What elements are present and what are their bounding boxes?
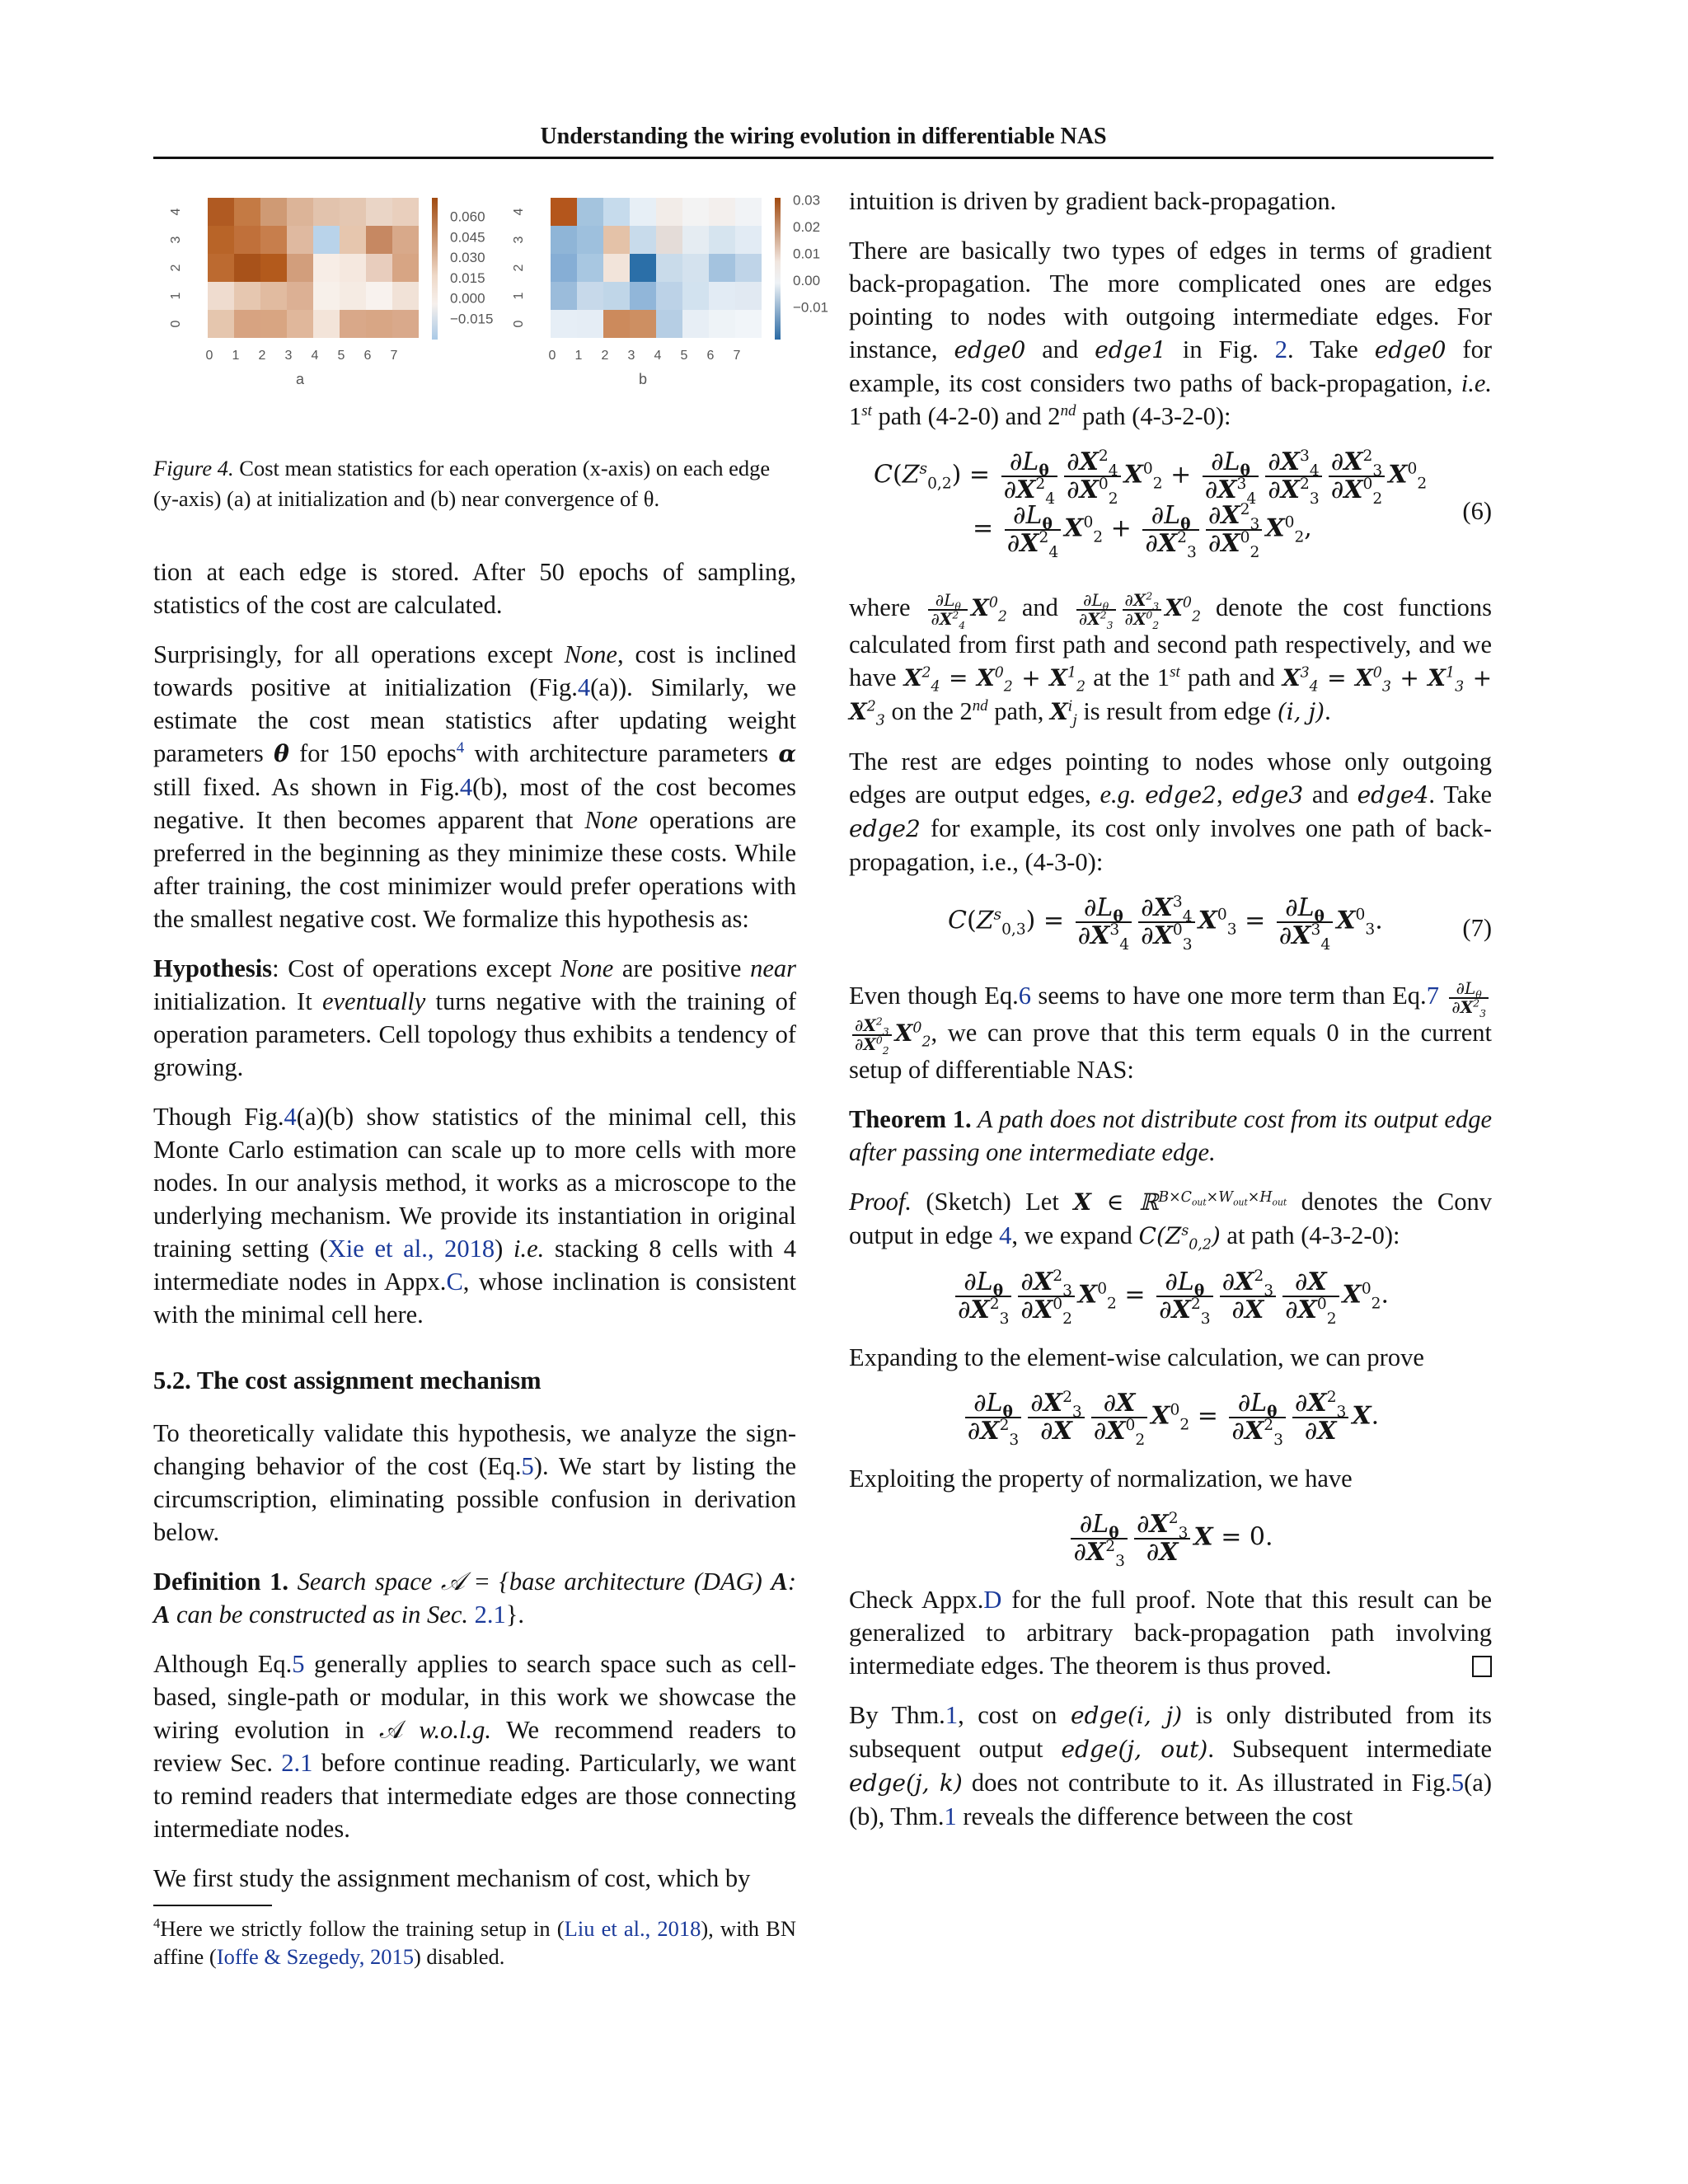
edge-ref[interactable]: 4 [999,1221,1012,1249]
footnote-rule [153,1905,272,1906]
theorem-1: Theorem 1. A path does not distribute cost from its output edge after passing one intermediate edge. [849,1105,1492,1166]
heatmap-cell [366,198,392,226]
y-tick-label: 2 [169,264,184,272]
equation-7: $C(Z^s_{0,3})$ = $\frac{\partial L_\theta}{\partial X^3_4}$ $\frac{\partial X^3_4}{\partial X^0_3}$ $X^0_3$ = $\frac{\partial L_\theta}{\partial X^3_4}$ $X^0_3$. (7) [948,893,1492,954]
colorbar-tick-label: 0.00 [793,272,821,288]
paragraph: To theoretically validate this hypothesis, we analyze the sign-changing behavior of the cost (Eq.5). We start by listing the circumscription, eliminating possible confusion in derivation below. [153,1419,796,1546]
heatmap-cell [234,198,260,226]
equation-ref[interactable]: 5 [521,1452,534,1480]
heatmap-cell [551,310,577,338]
heatmap-cell [208,254,234,282]
colorbar-tick-label: 0.060 [450,209,485,225]
heatmap-cell [709,226,735,254]
heatmap-cell [709,198,735,226]
figure-ref[interactable]: 4 [459,773,473,801]
citation-link[interactable]: Xie et al., 2018 [327,1235,495,1263]
heatmap-a [169,198,493,387]
left-column [153,173,829,1971]
x-tick-label: 3 [284,349,293,363]
section-heading: 5.2. The cost assignment mechanism [153,1366,542,1394]
caption-label: Figure 4. [153,456,234,480]
heatmap-cell [577,282,603,310]
heatmap-cell [735,254,762,282]
heatmap-cell [234,310,260,338]
header-rule [153,157,1493,159]
colorbar-tick-label: 0.045 [450,229,485,246]
colorbar-tick-label: −0.01 [793,299,829,316]
x-tick-label: 7 [390,349,398,363]
x-tick-label: 6 [706,349,715,363]
heatmap-cell [260,198,287,226]
heatmap-cell [287,198,313,226]
equation-proof-2: $\frac{\partial L_\theta}{\partial X^2_3}$ $\frac{\partial X^2_3}{\partial X}$ $\frac{\partial X}{\partial X^0_2}$ $X^0_2$ = $\frac{\partial L_\theta}{\partial X^2_3}$ $\frac{\partial X^2_3}{\partial X}$ X. [849,1390,1492,1444]
x-tick-label: 2 [258,349,266,363]
figure-ref[interactable]: 4 [577,673,591,701]
right-column [849,173,1492,1849]
heatmap-cell [735,198,762,226]
heatmap-cell [392,310,419,338]
paragraph: By Thm.1, cost on edge(i, j) is only distributed from its subsequent output edge(j, out). Subsequent intermediate edge(j, k) does not contribute to it. As illustrated in Fig.5(a)(b), Thm.1 reveals the difference between the cost [849,1701,1492,1830]
colorbar-tick-label: 0.01 [793,246,821,262]
figure-4-caption [153,453,796,514]
figure-4 [153,181,829,412]
heatmap-cell [577,254,603,282]
heatmap-b [512,192,828,387]
heatmap-cell [682,226,709,254]
heatmap-cell [366,310,392,338]
heatmap-cell [366,254,392,282]
heatmap-cell [709,254,735,282]
equation-number: (6) [1462,497,1492,525]
heatmap-cell [577,310,603,338]
heatmap-cell [208,310,234,338]
heatmap-cell [603,310,630,338]
heatmap-cell [709,310,735,338]
heatmap-cell [287,282,313,310]
x-tick-label: 0 [205,349,213,363]
heatmap-cell [340,198,366,226]
equation-ref[interactable]: 5 [292,1650,305,1678]
heatmap-cell [260,226,287,254]
y-tick-label: 1 [512,292,527,300]
paragraph: Surprisingly, for all operations except None, cost is inclined towards positive at initialization (Fig.4(a)). Similarly, we estimate the cost mean statistics after updating weight parameters θ for 150 epochs$^4$ with architecture parameters α still fixed. As shown in Fig.4(b), most of the cost becomes negative. It then becomes apparent that None operations are preferred in the beginning as they minimize these costs. While after training, the cost minimizer would prefer operations with the smallest negative cost. We formalize this hypothesis as: [153,640,796,933]
figure-ref[interactable]: 2 [1274,335,1287,363]
heatmap-cell [340,226,366,254]
y-tick-label: 3 [512,236,527,244]
x-tick-label: 5 [337,349,345,363]
heatmap-cell [735,310,762,338]
appendix-ref[interactable]: C [446,1268,463,1296]
heatmap-cell [630,226,656,254]
heatmap-cell [603,198,630,226]
paragraph: tion at each edge is stored. After 50 epochs of sampling, statistics of the cost are calculated. [153,558,796,619]
heatmap-cell [551,198,577,226]
colorbar-tick-label: 0.02 [793,218,821,235]
heatmap-cell [208,226,234,254]
heatmap-cell [208,282,234,310]
x-tick-label: 3 [627,349,635,363]
figure-ref[interactable]: 5 [1451,1769,1465,1797]
paragraph: There are basically two types of edges in terms of gradient back-propagation. The more complicated ones are edges pointing to nodes with outgoing intermediate edges. For instance, edge0 and edge1 in Fig. 2. Take edge0 for example, its cost considers two paths of back-propagation, i.e. 1st path (4-2-0) and 2nd path (4-3-2-0): [849,237,1492,430]
x-tick-label: 4 [311,349,319,363]
heatmap-cell [682,254,709,282]
heatmap-cell [551,282,577,310]
paragraph: We first study the assignment mechanism of cost, which by [153,1864,751,1892]
y-tick-label: 1 [169,292,184,300]
theorem-ref[interactable]: 1 [945,1701,959,1729]
heatmap-cell [313,254,340,282]
heatmap-cell [551,254,577,282]
citation-link[interactable]: Ioffe & Szegedy, 2015 [216,1944,414,1969]
paragraph: where $\frac{\partial L_\theta}{\partial X^2_4}$ $X^0_2$ and $\frac{\partial L_\theta}{\partial X^2_3}$ $\frac{\partial X^2_3}{\partial X^0_2}$ $X^0_2$ denote the cost functions calculated from first path and second path respectively, and we have $X^2_4 = X^0_2 + X^1_2$ at the 1st path and $X^3_4 = X^0_3 + X^1_3 + X^2_3$ on the 2nd path, $X^i_j$ is result from edge (i, j). [849,589,1493,729]
heatmap-cell [682,282,709,310]
figure-ref[interactable]: 4 [284,1103,297,1131]
heatmap-cell [340,310,366,338]
equation-6: $C(Z^s_{0,2})$ = $\frac{\partial L_\theta}{\partial X^2_4}$ $\frac{\partial X^2_4}{\partial X^0_2}$ $X^0_2$ + $\frac{\partial L_\theta}{\partial X^3_4}$ $\frac{\partial X^3_4}{\partial X^2_3}$ $\frac{\partial X^2_3}{\partial X^0_2}$ $X^0_2$ = $\frac{\partial L_\theta}{\partial X^2_4}$ $X^0_2$ + $\frac{\partial L_\theta}{\partial X^2_3}$ $\frac{\partial X^2_3}{\partial X^0_2}$ $X^0_2$, (6) [874,448,1492,561]
heatmap-cell [313,310,340,338]
heatmap-cell [735,282,762,310]
heatmap-cell [603,282,630,310]
heatmap-cell [260,254,287,282]
heatmap-cell [656,198,682,226]
heatmap-cell [392,226,419,254]
heatmap-cell [682,198,709,226]
heatmap-cell [260,282,287,310]
x-tick-label: 1 [232,349,240,363]
y-tick-label: 3 [169,236,184,244]
heatmap-cell [630,198,656,226]
heatmap-cell [656,226,682,254]
heatmap-cell [551,226,577,254]
paragraph: Expanding to the element-wise calculation, we can prove [849,1343,1424,1371]
colorbar-tick-label: 0.030 [450,250,485,266]
paragraph: intuition is driven by gradient back-propagation. [849,187,1337,215]
heatmap-cell [603,226,630,254]
paragraph: Though Fig.4(a)(b) show statistics of the minimal cell, this Monte Carlo estimation can scale up to more cells with more nodes. In our analysis method, it works as a microscope to the underlying mechanism. We provide its instantiation in original training setting (Xie et al., 2018) i.e. stacking 8 cells with 4 intermediate nodes in Appx.C, whose inclination is consistent with the minimal cell here. [153,1103,796,1329]
heatmap-cell [577,226,603,254]
heatmap-cell [392,282,419,310]
panel-label: b [638,371,648,387]
heatmap-cell [709,282,735,310]
hypothesis: Hypothesis: Cost of operations except None are positive near initialization. It eventually turns negative with the training of operation parameters. Cell topology thus exhibits a tendency of growing. [153,954,797,1081]
colorbar-tick-label: 0.000 [450,290,485,307]
heatmap-cell [208,198,234,226]
heatmap-cell [313,198,340,226]
caption-text: Cost mean statistics for each operation (x-axis) on each edge (y-axis) (a) at initialization and (b) near convergence of θ. [153,456,771,511]
colorbar [775,198,781,340]
heatmap-cell [313,226,340,254]
section-ref[interactable]: 2.1 [281,1749,313,1777]
heatmap-cell [682,310,709,338]
heatmap-cell [366,226,392,254]
definition-1: Definition 1. Search space 𝒜 = {base architecture (DAG) A: A can be constructed as in Sec. 2.1}. [153,1568,797,1629]
y-tick-label: 0 [512,320,527,328]
heatmap-cell [630,254,656,282]
y-tick-label: 4 [169,208,184,216]
heatmap-cell [630,282,656,310]
heatmap-cell [630,310,656,338]
heatmap-cell [603,254,630,282]
paragraph: Exploiting the property of normalization, we have [849,1465,1353,1493]
equation-proof-1: $\frac{\partial L_\theta}{\partial X^2_3}$ $\frac{\partial X^2_3}{\partial X^0_2}$ $X^0_2$ = $\frac{\partial L_\theta}{\partial X^2_3}$ $\frac{\partial X^2_3}{\partial X}$ $\frac{\partial X}{\partial X^0_2}$ $X^0_2$. [849,1269,1492,1323]
figure-4-heatmaps [153,181,829,412]
equation-number: (7) [1462,914,1492,942]
footnote-ref[interactable]: 4 [456,738,465,757]
heatmap-cell [392,254,419,282]
colorbar [432,198,438,340]
paragraph: Check Appx.D for the full proof. Note that this result can be generalized to arbitrary back-propagation path involving intermediate edges. The theorem is thus proved. [849,1586,1492,1680]
heatmap-cell [735,226,762,254]
heatmap-cell [234,282,260,310]
theorem-ref[interactable]: 1 [944,1802,957,1830]
x-tick-label: 5 [680,349,688,363]
x-tick-label: 2 [601,349,609,363]
x-tick-label: 0 [548,349,556,363]
heatmap-cell [656,282,682,310]
paragraph: The rest are edges pointing to nodes whose only outgoing edges are output edges, e.g. edge2, edge3 and edge4. Take edge2 for example, its cost only involves one path of back-propagation, i.e., (4-3-0): [849,748,1493,876]
heatmap-cell [287,310,313,338]
heatmap-cell [313,282,340,310]
y-tick-label: 0 [169,320,184,328]
heatmap-cell [340,254,366,282]
colorbar-tick-label: −0.015 [450,311,494,327]
paragraph: Although Eq.5 generally applies to search space such as cell-based, single-path or modular, in this work we showcase the wiring evolution in 𝒜 w.o.l.g. We recommend readers to review Sec. 2.1 before continue reading. Particularly, we want to remind readers that intermediate edges are those connecting intermediate nodes. [153,1650,796,1843]
colorbar-tick-label: 0.03 [793,192,821,209]
heatmap-cell [260,310,287,338]
heatmap-cell [366,282,392,310]
heatmap-cell [234,226,260,254]
heatmap-cell [287,254,313,282]
equation-proof-3: $\frac{\partial L_\theta}{\partial X^2_3}$ $\frac{\partial X^2_3}{\partial X}$ X = 0. [849,1511,1492,1565]
heatmap-cell [656,254,682,282]
y-tick-label: 4 [512,208,527,216]
x-tick-label: 4 [654,349,662,363]
appendix-ref[interactable]: D [983,1586,1002,1614]
section-ref[interactable]: 2.1 [474,1601,506,1629]
qed-box [1472,1656,1492,1677]
heatmap-cell [340,282,366,310]
x-tick-label: 6 [363,349,372,363]
panel-label: a [295,371,305,387]
paragraph: Even though Eq.6 seems to have one more term than Eq.7 $\frac{\partial L_\theta}{\partial X^2_3}$ $\frac{\partial X^2_3}{\partial X^0_2}$ $X^0_2$, we can prove that this term equals 0 in the current setup of differentiable NAS: [849,978,1492,1084]
heatmap-cell [287,226,313,254]
heatmap-cell [392,198,419,226]
equation-ref[interactable]: 7 [1426,982,1439,1010]
footnote: $^4$Here we strictly follow the training setup in (Liu et al., 2018), with BN affine (Ioffe & Szegedy, 2015) disabled. [153,1915,796,1969]
colorbar-tick-label: 0.015 [450,269,485,286]
equation-ref[interactable]: 6 [1018,982,1031,1010]
y-tick-label: 2 [512,264,527,272]
running-header: Understanding the wiring evolution in differentiable NAS [540,124,1107,149]
heatmap-cell [656,310,682,338]
heatmap-cell [577,198,603,226]
x-tick-label: 7 [733,349,741,363]
citation-link[interactable]: Liu et al., 2018 [564,1916,701,1941]
heatmap-cell [234,254,260,282]
proof: Proof. (Sketch) Let X ∈ ℝ$^{B\times C_{out}\times W_{out}\times H_{out}}$ denotes the Conv output in edge 4, we expand $C(Z^s_{0,2})$ at path (4-3-2-0): [849,1188,1492,1254]
x-tick-label: 1 [574,349,583,363]
